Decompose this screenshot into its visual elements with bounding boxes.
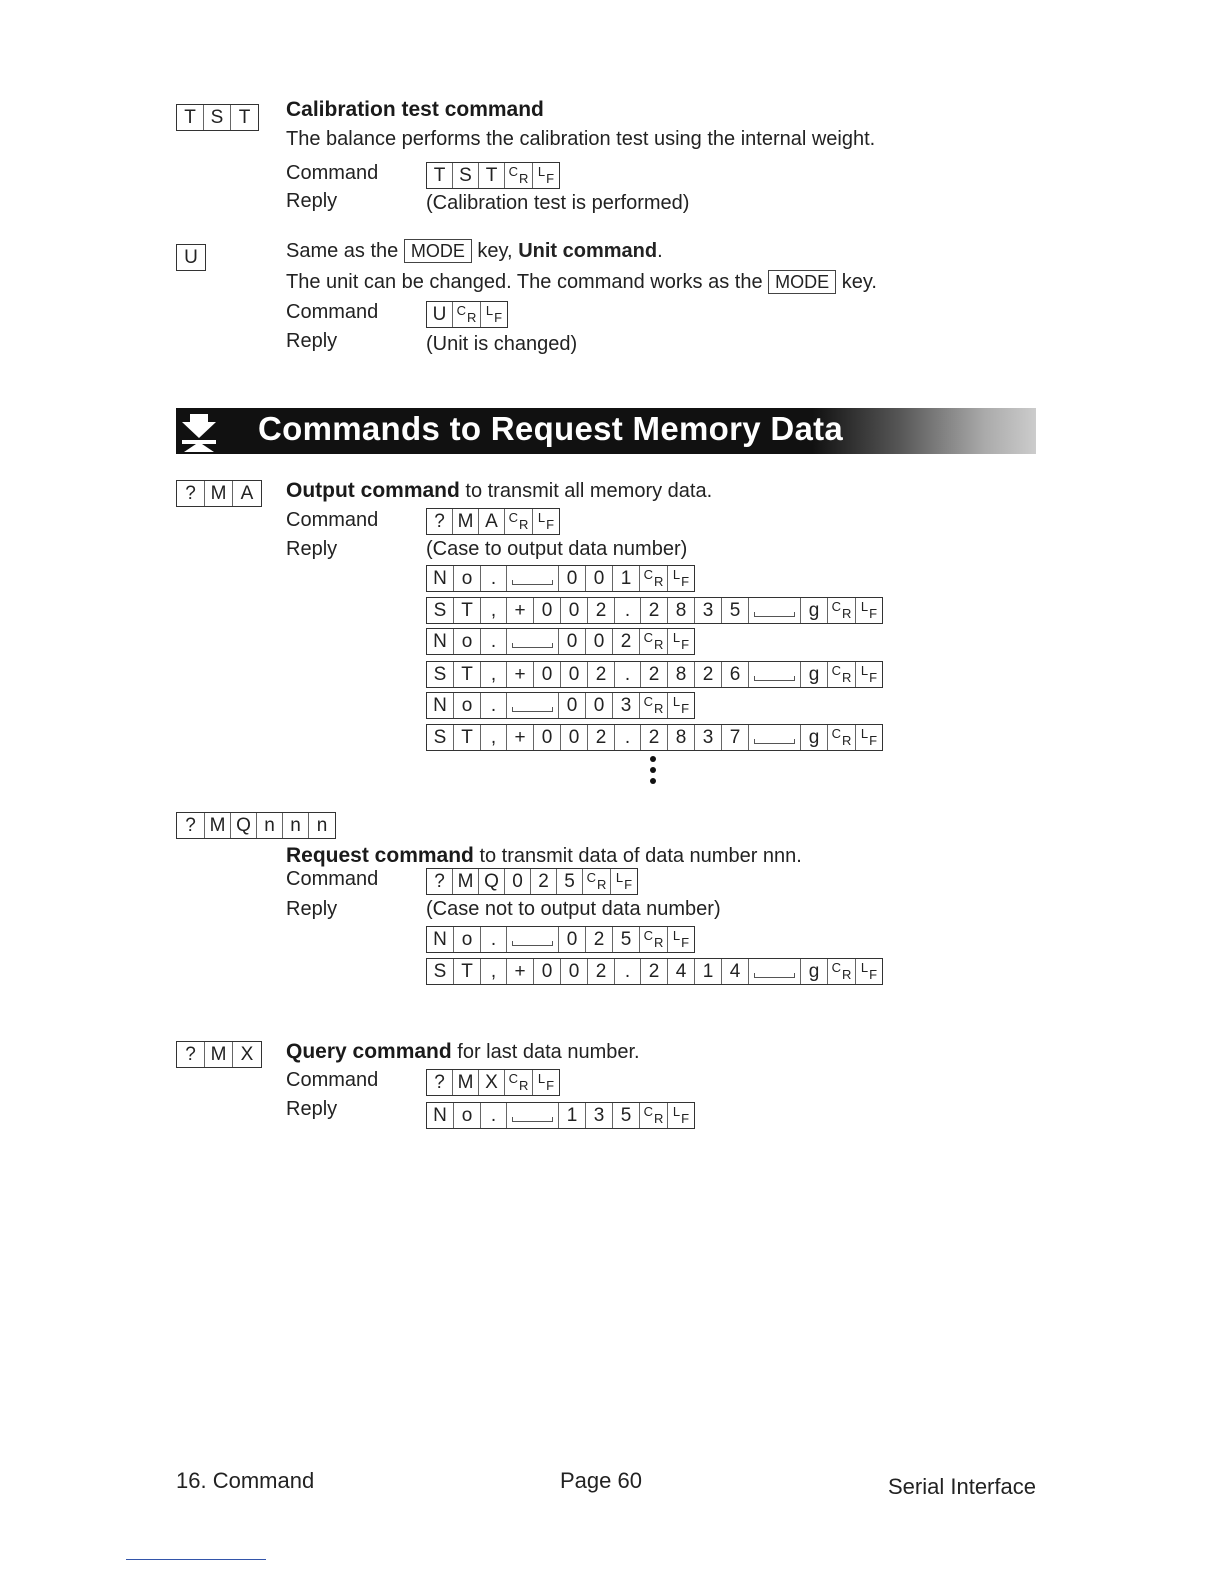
reply-char: 0 [586,629,613,654]
cr-glyph: C R [640,1103,668,1128]
mq-key-box [176,812,336,839]
reply-char [507,693,559,718]
reply-char: g [801,725,828,750]
reply-line-box [426,692,695,719]
key-char: X [479,1070,505,1095]
reply-char: . [615,959,641,984]
lf-glyph: L F [672,630,690,652]
mq-heading-rest: to transmit data of data number nnn. [479,845,802,867]
reply-char: 1 [559,1103,586,1128]
reply-char: , [481,959,507,984]
key-char: n [283,813,309,838]
reply-char: + [507,725,534,750]
reply-char: o [454,693,481,718]
cr-glyph: C R [640,629,668,654]
reply-line-box [426,661,883,688]
reply-char: 0 [559,629,586,654]
mq-reply-label: Reply [286,898,338,920]
footer-page-number: Page 60 [560,1468,642,1493]
key-char: ? [427,509,453,534]
lf-glyph: L F [485,303,503,325]
ma-heading-rest: to transmit all memory data. [465,480,713,502]
u-command-box [426,301,508,328]
mx-command-box [426,1069,560,1096]
reply-char: 0 [586,693,613,718]
u-line1-bold: Unit command [518,240,658,262]
tst-command-box [426,162,560,189]
key-char: M [453,869,479,894]
reply-char: 2 [588,598,615,623]
reply-char: g [801,959,828,984]
footer-rule [126,1559,266,1560]
cr-glyph: C R [583,869,611,894]
key-char: M [205,481,233,506]
lf-glyph: L F [672,567,690,589]
reply-char: 2 [588,662,615,687]
reply-char: 8 [668,662,695,687]
key-char: A [479,509,505,534]
reply-char: 4 [668,959,695,984]
reply-char [507,566,559,591]
mq-heading-bold: Request command [286,844,474,867]
reply-char: 0 [561,725,588,750]
lf-glyph: L F [537,510,555,532]
mx-key-box [176,1041,262,1068]
reply-char: g [801,598,828,623]
reply-char: 2 [695,662,722,687]
lf-glyph: L F [672,928,690,950]
lf-glyph: L F [860,663,878,685]
reply-char: 8 [668,725,695,750]
reply-char [749,959,801,984]
ma-heading [286,479,712,503]
reply-char: . [481,629,507,654]
reply-char: 1 [695,959,722,984]
reply-char: . [615,598,641,623]
lf-glyph: L F [860,960,878,982]
reply-char: 2 [641,959,668,984]
tst-reply-label: Reply [286,190,338,212]
lf-glyph: L F [615,870,633,892]
key-char: Q [479,869,505,894]
reply-char: 2 [588,725,615,750]
reply-char: T [454,725,481,750]
reply-char: 4 [722,959,749,984]
reply-char: 1 [613,566,640,591]
reply-line-box [426,565,695,592]
key-char: Q [231,813,257,838]
section-banner [176,408,1036,454]
reply-char: 5 [613,1103,640,1128]
key-char: M [453,509,479,534]
reply-char: o [454,927,481,952]
key-char: M [205,813,231,838]
reply-char: 8 [668,598,695,623]
u-line2-end: key. [841,271,877,293]
reply-char: 2 [641,662,668,687]
reply-char: S [427,959,454,984]
reply-char: T [454,662,481,687]
tst-description: The balance performs the calibration test using the internal weight. [286,128,876,150]
cr-glyph: C R [828,725,856,750]
key-char: S [453,163,479,188]
key-char: U [184,247,198,268]
reply-char: + [507,662,534,687]
reply-char: 2 [641,725,668,750]
reply-char [749,598,801,623]
reply-char: 0 [586,566,613,591]
reply-char: N [427,927,454,952]
key-char: M [205,1042,233,1067]
key-char: n [257,813,283,838]
reply-char: S [427,725,454,750]
cr-glyph: C R [640,566,668,591]
reply-char [749,662,801,687]
reply-char [749,725,801,750]
key-char: ? [177,813,205,838]
reply-char [507,1103,559,1128]
reply-char: , [481,662,507,687]
key-char: T [177,105,204,130]
cr-glyph: C R [505,1070,533,1095]
key-char: 2 [531,869,557,894]
key-char: M [453,1070,479,1095]
reply-char: 3 [586,1103,613,1128]
key-char: U [427,302,453,327]
reply-char: . [481,1103,507,1128]
reply-line-box [426,926,695,953]
mq-reply-text: (Case not to output data number) [426,898,721,920]
key-char: A [240,483,254,504]
reply-char: N [427,629,454,654]
reply-char: T [454,959,481,984]
u-line2 [286,270,877,294]
u-reply-label: Reply [286,330,338,352]
mx-heading-rest: for last data number. [457,1041,640,1063]
cr-glyph: C R [640,693,668,718]
reply-char: , [481,725,507,750]
u-key-box [176,244,206,271]
reply-char: N [427,1103,454,1128]
key-char: S [204,105,231,130]
key-char: T [427,163,453,188]
reply-line-box [426,958,883,985]
lf-glyph: L F [672,1104,690,1126]
reply-char: , [481,598,507,623]
u-line1-prefix: Same as the [286,240,399,262]
key-char: n [316,815,328,836]
lf-glyph: L F [537,164,555,186]
cr-glyph: C R [828,598,856,623]
key-char: X [240,1044,254,1065]
reply-char: 0 [561,598,588,623]
reply-char: 0 [561,662,588,687]
reply-char: N [427,566,454,591]
reply-char: T [454,598,481,623]
tst-reply-text: (Calibration test is performed) [426,192,690,214]
mq-command-label: Command [286,868,379,890]
ma-command-box [426,508,560,535]
u-line2-text: The unit can be changed. The command works as the [286,271,763,293]
reply-char: . [615,662,641,687]
reply-line-box [426,628,695,655]
reply-char: . [615,725,641,750]
mode-key: MODE [768,270,836,294]
banner-title: Commands to Request Memory Data [258,410,844,447]
reply-char: . [481,927,507,952]
reply-char: + [507,598,534,623]
mx-heading [286,1040,640,1064]
reply-char: 3 [695,725,722,750]
cr-glyph: C R [505,509,533,534]
reply-char: o [454,1103,481,1128]
reply-char: 0 [559,927,586,952]
key-char: ? [427,869,453,894]
reply-char: . [481,566,507,591]
reply-char [507,927,559,952]
ma-reply-label: Reply [286,538,338,560]
key-char: 5 [557,869,583,894]
cr-glyph: C R [828,662,856,687]
reply-char: 7 [722,725,749,750]
tst-heading: Calibration test command [286,98,544,121]
cr-glyph: C R [640,927,668,952]
reply-char: N [427,693,454,718]
reply-line-box [426,724,883,751]
reply-line-box [426,597,883,624]
reply-char: 2 [586,927,613,952]
continuation-dots [650,756,658,789]
reply-char: g [801,662,828,687]
reply-char: 3 [695,598,722,623]
reply-char: S [427,662,454,687]
u-line1-end: . [657,240,663,262]
cr-glyph: C R [505,163,533,188]
reply-char: o [454,566,481,591]
mode-key: MODE [404,239,472,263]
reply-char: S [427,598,454,623]
footer-chapter: 16. Command [176,1468,315,1493]
mq-command-box [426,868,638,895]
reply-char: 6 [722,662,749,687]
ma-heading-bold: Output command [286,479,460,502]
reply-char [507,629,559,654]
tst-key-box [176,104,259,131]
reply-char: 0 [534,725,561,750]
u-line1-mid: key, [477,240,513,262]
download-arrow-icon [176,408,222,454]
reply-char: + [507,959,534,984]
key-char: ? [177,1042,205,1067]
reply-char: 0 [559,566,586,591]
lf-glyph: L F [860,599,878,621]
reply-char: 0 [534,598,561,623]
cr-glyph: C R [828,959,856,984]
key-char: T [479,163,505,188]
reply-char: 2 [641,598,668,623]
reply-char: 2 [588,959,615,984]
reply-char: o [454,629,481,654]
mx-heading-bold: Query command [286,1040,452,1063]
mx-reply-label: Reply [286,1098,338,1120]
reply-line-box [426,1102,695,1129]
lf-glyph: L F [860,726,878,748]
lf-glyph: L F [672,694,690,716]
key-char: ? [427,1070,453,1095]
ma-key-box [176,480,262,507]
key-char: T [238,107,251,128]
footer-section: Serial Interface [888,1474,1036,1499]
reply-char: 0 [534,662,561,687]
key-char: 0 [505,869,531,894]
mx-command-label: Command [286,1069,379,1091]
reply-char: 0 [561,959,588,984]
reply-char: 0 [534,959,561,984]
ma-reply-text: (Case to output data number) [426,538,688,560]
u-reply-text: (Unit is changed) [426,333,578,355]
reply-char: . [481,693,507,718]
cr-glyph: C R [453,302,481,327]
u-command-label: Command [286,301,379,323]
reply-char: 3 [613,693,640,718]
ma-command-label: Command [286,509,379,531]
lf-glyph: L F [537,1071,555,1093]
reply-char: 5 [722,598,749,623]
tst-command-label: Command [286,162,379,184]
reply-char: 0 [559,693,586,718]
reply-char: 5 [613,927,640,952]
u-line1 [286,239,663,263]
mq-heading [286,844,802,868]
reply-char: 2 [613,629,640,654]
key-char: ? [177,481,205,506]
